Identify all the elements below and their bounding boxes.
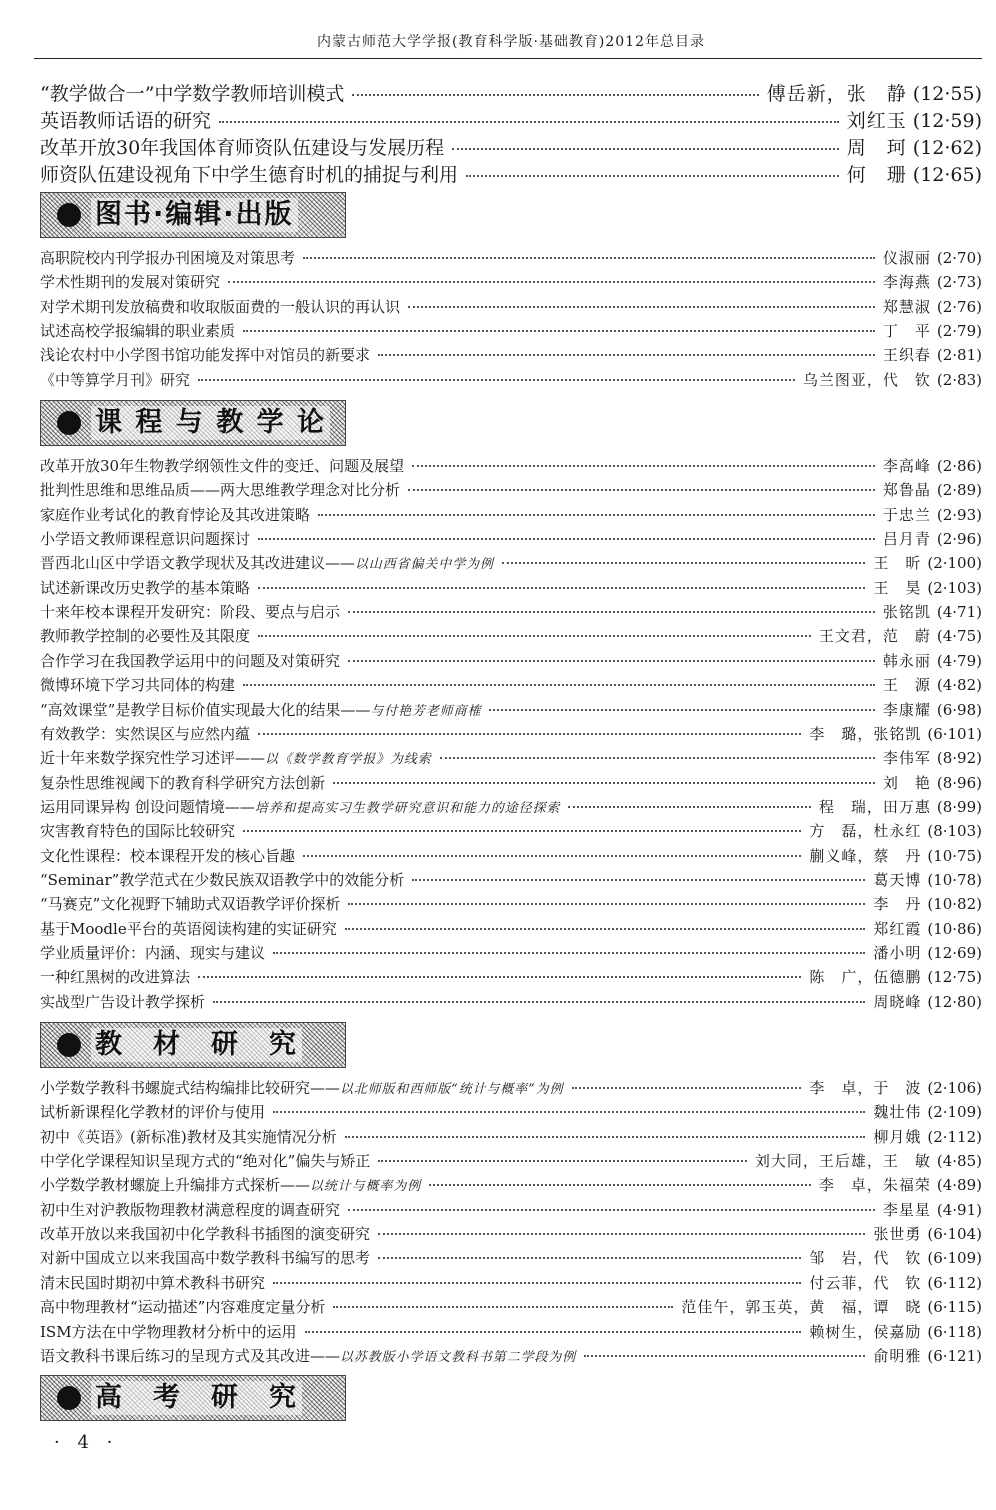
- toc-entry: [40, 1100, 982, 1124]
- entry-title: [40, 1173, 421, 1197]
- dot-leader: [452, 148, 839, 150]
- entry-issue-page: (2·109): [927, 1103, 982, 1121]
- entry-title-main: 文化性课程：校本课程开发的核心旨趣: [40, 847, 296, 865]
- bullet-dot-icon: [57, 1386, 81, 1410]
- section-heading-banner: [40, 1375, 346, 1421]
- dot-leader: [258, 538, 875, 540]
- entry-title-main: 对学术期刊发放稿费和收取版面费的一般认识的再认识: [40, 298, 401, 316]
- entry-author: 李 卓，朱福荣: [818, 1176, 931, 1194]
- dot-leader: [378, 354, 875, 356]
- entry-title-main: 家庭作业考试化的教育悖论及其改进策略: [40, 506, 311, 524]
- entry-issue-page: (12·69): [927, 944, 982, 962]
- entry-title-subtitle: 以苏教版小学语文教科书第二学段为例: [340, 1350, 577, 1365]
- entry-title-main: “教学做合一”中学数学教师培训模式: [40, 83, 345, 105]
- dot-leader: [318, 514, 875, 516]
- entry-author: 王 昕: [873, 554, 922, 572]
- entry-title-main: 改革开放30年我国体育师资队伍建设与发展历程: [40, 137, 445, 159]
- dot-leader: [502, 562, 865, 564]
- entry-title: [40, 600, 340, 624]
- bullet-dot-icon: [57, 1033, 81, 1057]
- dot-leader: [568, 806, 811, 808]
- entry-title: [40, 819, 235, 843]
- dot-leader: [273, 952, 865, 954]
- entry-title: [40, 624, 250, 648]
- entry-title: [40, 746, 432, 770]
- entry-title: [40, 990, 205, 1014]
- toc-entry: [40, 134, 982, 162]
- entry-title: [40, 1320, 297, 1344]
- entry-author: 丁 平: [882, 322, 931, 340]
- entry-issue-page: (10·86): [927, 920, 982, 938]
- entry-author: 李星星: [882, 1201, 931, 1219]
- entry-title-main: 合作学习在我国教学运用中的问题及对策研究: [40, 652, 341, 670]
- entry-title-subtitle: 与付艳芳老师商榷: [370, 704, 482, 719]
- dot-leader: [303, 855, 801, 857]
- dot-leader: [243, 330, 875, 332]
- entry-title: [40, 107, 211, 135]
- entry-title-main: 小学数学教科书螺旋式结构编排比较研究——: [40, 1079, 341, 1097]
- entry-author: 李海燕: [882, 273, 931, 291]
- entry-title-main: 初中生对沪教版物理教材满意程度的调查研究: [40, 1201, 341, 1219]
- toc-entry: [40, 771, 982, 795]
- entry-author: 王文君，范 蔚: [818, 627, 931, 645]
- entry-title-main: 批判性思维和思维品质——两大思维教学理念对比分析: [40, 481, 401, 499]
- entry-author: 柳月娥: [873, 1128, 922, 1146]
- entry-title-subtitle: 以北师版和西师版“统计与概率”为例: [340, 1082, 564, 1097]
- entry-issue-page: (2·81): [936, 346, 982, 364]
- entry-issue-page: (2·100): [927, 554, 982, 572]
- entry-title: [40, 1344, 576, 1368]
- entry-title: [40, 295, 400, 319]
- entry-author: 李高峰: [882, 457, 931, 475]
- toc-entry: [40, 319, 982, 343]
- entry-title: [40, 917, 337, 941]
- entry-author: 周 珂: [846, 137, 907, 159]
- entry-issue-page: (6·98): [936, 701, 982, 719]
- entry-issue-page: (2·106): [927, 1079, 982, 1097]
- toc-entry: [40, 478, 982, 502]
- entry-author: 程 瑞，田万惠: [818, 798, 931, 816]
- entry-title-main: 灾害教育特色的国际比较研究: [40, 822, 236, 840]
- toc-entry: [40, 1222, 982, 1246]
- section-heading-banner: [40, 1022, 346, 1068]
- entry-author: 邹 岩，代 钦: [809, 1249, 922, 1267]
- entry-author: 刘大同，王后雄，王 敏: [754, 1152, 931, 1170]
- entry-title: [40, 343, 370, 367]
- entry-title-main: “高效课堂”是教学目标价值实现最大化的结果——: [40, 701, 371, 719]
- entry-title-main: 语文教科书课后练习的呈现方式及其改进——: [40, 1347, 341, 1365]
- entry-title-main: 高职院校内刊学报办刊困境及对策思考: [40, 249, 296, 267]
- toc-entry: [40, 1344, 982, 1368]
- entry-title: [40, 270, 220, 294]
- entry-issue-page: (12·65): [912, 164, 982, 186]
- dot-leader: [466, 175, 839, 177]
- toc-entry: [40, 368, 982, 392]
- toc-entry: [40, 246, 982, 270]
- entry-issue-page: (6·121): [927, 1347, 982, 1365]
- dot-leader: [348, 903, 865, 905]
- entry-issue-page: (2·83): [936, 371, 982, 389]
- dot-leader: [408, 306, 875, 308]
- entry-author: 何 珊: [846, 164, 907, 186]
- entry-author: 李 璐，张铭凯: [809, 725, 922, 743]
- section-heading: 课 程 与 教 学 论: [91, 406, 330, 440]
- toc-entry: [40, 600, 982, 624]
- entry-title-main: 小学数学教材螺旋上升编排方式探析——: [40, 1176, 311, 1194]
- entry-author: 刘 艳: [882, 774, 931, 792]
- entry-issue-page: (6·112): [927, 1274, 982, 1292]
- entry-title: [40, 1149, 370, 1173]
- entry-title-main: 微博环境下学习共同体的构建: [40, 676, 236, 694]
- entry-issue-page: (2·112): [927, 1128, 982, 1146]
- toc-entry: [40, 990, 982, 1014]
- page-header: 内蒙古师范大学学报(教育科学版·基础教育)2012年总目录: [316, 34, 705, 50]
- toc-entry: [40, 746, 982, 770]
- dot-leader: [219, 121, 839, 123]
- dot-leader: [303, 257, 875, 259]
- entry-author: 仪淑丽: [882, 249, 931, 267]
- toc-entry: [40, 1173, 982, 1197]
- entry-issue-page: (12·75): [927, 968, 982, 986]
- dot-leader: [348, 1209, 875, 1211]
- entry-title: [40, 868, 404, 892]
- section-heading: 图书·编辑·出版: [91, 198, 298, 232]
- entry-issue-page: (2·89): [936, 481, 982, 499]
- entry-issue-page: (8·99): [936, 798, 982, 816]
- entry-title-main: 中学化学课程知识呈现方式的“绝对化”偏失与矫正: [40, 1152, 371, 1170]
- dot-leader: [378, 1160, 747, 1162]
- entry-author: 王 源: [882, 676, 931, 694]
- entry-title-main: 高中物理教材“运动描述”内容难度定量分析: [40, 1298, 326, 1316]
- entry-issue-page: (8·92): [936, 749, 982, 767]
- dot-leader: [378, 1257, 801, 1259]
- toc-entry: [40, 1125, 982, 1149]
- dot-leader: [345, 1136, 866, 1138]
- entry-author: 吕月青: [882, 530, 931, 548]
- entry-issue-page: (2·79): [936, 322, 982, 340]
- entry-title: [40, 941, 265, 965]
- entry-title-main: ISM方法在中学物理教材分析中的运用: [40, 1323, 297, 1341]
- entry-title-main: 清末民国时期初中算术教科书研究: [40, 1274, 266, 1292]
- entry-issue-page: (8·103): [927, 822, 982, 840]
- entry-author: 李伟军: [882, 749, 931, 767]
- dot-leader: [228, 281, 875, 283]
- entry-title: [40, 478, 400, 502]
- entry-author: 李 丹: [873, 895, 922, 913]
- entry-author: 蒯义峰，蔡 丹: [809, 847, 922, 865]
- entry-issue-page: (4·79): [936, 652, 982, 670]
- section-heading: 高 考 研 究: [91, 1381, 302, 1415]
- toc-entry: [40, 892, 982, 916]
- dot-leader: [333, 782, 875, 784]
- entry-issue-page: (2·70): [936, 249, 982, 267]
- entry-title: [40, 771, 325, 795]
- entry-issue-page: (10·75): [927, 847, 982, 865]
- toc-entry: [40, 649, 982, 673]
- toc-entry: [40, 551, 982, 575]
- entry-author: 于忠兰: [882, 506, 931, 524]
- page-number: · 4 ·: [54, 1432, 119, 1453]
- dot-leader: [258, 733, 801, 735]
- entry-author: 乌兰图亚，代 钦: [802, 371, 931, 389]
- entry-author: 张世勇: [873, 1225, 922, 1243]
- toc-entry: [40, 270, 982, 294]
- entry-title-main: 改革开放30年生物教学纲领性文件的变迁、问题及展望: [40, 457, 405, 475]
- toc-entry: [40, 454, 982, 478]
- toc-entry: [40, 917, 982, 941]
- entry-title-main: 运用同课异构 创设问题情境——: [40, 798, 255, 816]
- toc-entry: [40, 1198, 982, 1222]
- entry-title: [40, 844, 295, 868]
- entry-title: [40, 246, 295, 270]
- entry-issue-page: (6·104): [927, 1225, 982, 1243]
- dot-leader: [412, 879, 865, 881]
- toc-entry: [40, 819, 982, 843]
- toc-entry: [40, 80, 982, 108]
- entry-issue-page: (12·59): [912, 110, 982, 132]
- toc-entry: [40, 576, 982, 600]
- dot-leader: [408, 489, 875, 491]
- entry-issue-page: (2·93): [936, 506, 982, 524]
- entry-title-main: 浅论农村中小学图书馆功能发挥中对馆员的新要求: [40, 346, 371, 364]
- entry-title-main: 基于Moodle平台的英语阅读构建的实证研究: [40, 920, 337, 938]
- toc-entry: [40, 844, 982, 868]
- entry-title: [40, 1198, 340, 1222]
- entry-title: [40, 1125, 337, 1149]
- entry-title: [40, 503, 310, 527]
- dot-leader: [352, 94, 758, 96]
- entry-issue-page: (6·101): [927, 725, 982, 743]
- toc-entry: [40, 1320, 982, 1344]
- section-heading: 教 材 研 究: [91, 1028, 302, 1062]
- entry-title-main: 晋西北山区中学语文教学现状及其改进建议——: [40, 554, 356, 572]
- entry-author: 潘小明: [873, 944, 922, 962]
- entry-title: [40, 649, 340, 673]
- entry-issue-page: (12·80): [927, 993, 982, 1011]
- entry-author: 郑红霞: [873, 920, 922, 938]
- dot-leader: [198, 976, 801, 978]
- entry-author: 付云菲，代 钦: [809, 1274, 922, 1292]
- toc-entry: [40, 1149, 982, 1173]
- toc-entry: [40, 1295, 982, 1319]
- entry-author: 赖树生，侯嘉励: [809, 1323, 922, 1341]
- entry-issue-page: (8·96): [936, 774, 982, 792]
- toc-entry: [40, 295, 982, 319]
- dot-leader: [273, 1282, 801, 1284]
- entry-issue-page: (6·109): [927, 1249, 982, 1267]
- entry-title-main: 学术性期刊的发展对策研究: [40, 273, 221, 291]
- section-heading-banner: [40, 400, 346, 446]
- toc-entry: [40, 107, 982, 135]
- dot-leader: [584, 1355, 865, 1357]
- entry-issue-page: (6·118): [927, 1323, 982, 1341]
- entry-title: [40, 551, 494, 575]
- dot-leader: [489, 709, 874, 711]
- entry-title: [40, 795, 560, 819]
- entry-author: 王 昊: [873, 579, 922, 597]
- toc-entry: [40, 673, 982, 697]
- entry-issue-page: (2·96): [936, 530, 982, 548]
- entry-title-subtitle: 培养和提高实习生教学研究意识和能力的途径探索: [254, 801, 561, 816]
- entry-title-main: 近十年来数学探究性学习述评——: [40, 749, 266, 767]
- dot-leader: [412, 465, 875, 467]
- dot-leader: [258, 587, 865, 589]
- entry-title: [40, 1222, 370, 1246]
- entry-title: [40, 454, 404, 478]
- toc-entry: [40, 343, 982, 367]
- toc-entry: [40, 722, 982, 746]
- bullet-dot-icon: [57, 411, 81, 435]
- entry-title: [40, 576, 250, 600]
- entry-author: 傅岳新，张 静: [766, 83, 907, 105]
- entry-title-subtitle: 以《数学教育学报》为线索: [265, 752, 432, 767]
- dot-leader: [258, 635, 811, 637]
- entry-title-main: “马赛克”文化视野下辅助式双语教学评价探析: [40, 895, 341, 913]
- entry-title-main: 师资队伍建设视角下中学生德育时机的捕捉与利用: [40, 164, 459, 186]
- entry-issue-page: (2·73): [936, 273, 982, 291]
- entry-title-main: 试述新课改历史教学的基本策略: [40, 579, 251, 597]
- toc-entry: [40, 624, 982, 648]
- entry-issue-page: (2·103): [927, 579, 982, 597]
- entry-issue-page: (10·78): [927, 871, 982, 889]
- entry-title: [40, 722, 250, 746]
- toc-entry: [40, 868, 982, 892]
- entry-issue-page: (4·89): [936, 1176, 982, 1194]
- entry-issue-page: (4·91): [936, 1201, 982, 1219]
- entry-issue-page: (4·75): [936, 627, 982, 645]
- entry-issue-page: (12·62): [912, 137, 982, 159]
- entry-title-main: 《中等算学月刊》研究: [40, 371, 191, 389]
- entry-title-main: 初中《英语》(新标准)教材及其实施情况分析: [40, 1128, 337, 1146]
- entry-issue-page: (2·86): [936, 457, 982, 475]
- entry-author: 范佳午，郭玉英，黄 福，谭 晓: [681, 1298, 922, 1316]
- entry-title-main: 教师教学控制的必要性及其限度: [40, 627, 251, 645]
- entry-author: 周晓峰: [873, 993, 922, 1011]
- entry-title-main: 十来年校本课程开发研究：阶段、要点与启示: [40, 603, 341, 621]
- entry-title-main: 复杂性思维视阈下的教育科学研究方法创新: [40, 774, 326, 792]
- entry-author: 郑慧淑: [882, 298, 931, 316]
- entry-author: 李 卓，于 波: [809, 1079, 922, 1097]
- entry-author: 魏壮伟: [873, 1103, 922, 1121]
- entry-title-main: 改革开放以来我国初中化学教科书插图的演变研究: [40, 1225, 371, 1243]
- toc-entry: [40, 527, 982, 551]
- entry-title: [40, 80, 344, 108]
- entry-title: [40, 1100, 265, 1124]
- entry-title: [40, 319, 235, 343]
- dot-leader: [333, 1306, 673, 1308]
- dot-leader: [348, 611, 875, 613]
- entry-author: 张铭凯: [882, 603, 931, 621]
- toc-entry: [40, 161, 982, 189]
- entry-issue-page: (4·82): [936, 676, 982, 694]
- dot-leader: [198, 379, 795, 381]
- entry-issue-page: (2·76): [936, 298, 982, 316]
- entry-title: [40, 134, 444, 162]
- dot-leader: [305, 1331, 802, 1333]
- entry-author: 刘红玉: [846, 110, 907, 132]
- toc-entry: [40, 503, 982, 527]
- toc-entry: [40, 698, 982, 722]
- entry-issue-page: (4·71): [936, 603, 982, 621]
- entry-author: 葛天博: [873, 871, 922, 889]
- entry-title: [40, 527, 250, 551]
- entry-title-main: 一种红黑树的改进算法: [40, 968, 191, 986]
- toc-entry: [40, 941, 982, 965]
- entry-author: 俞明雅: [873, 1347, 922, 1365]
- entry-title-main: 实战型广告设计教学探析: [40, 993, 206, 1011]
- entry-title-main: 有效教学：实然误区与应然内蕴: [40, 725, 251, 743]
- dot-leader: [243, 830, 801, 832]
- entry-title: [40, 698, 481, 722]
- entry-title: [40, 892, 340, 916]
- toc-entry: [40, 795, 982, 819]
- toc-entry: [40, 965, 982, 989]
- entry-title: [40, 965, 190, 989]
- entry-title-main: “Seminar”教学范式在少数民族双语教学中的效能分析: [40, 871, 405, 889]
- dot-leader: [243, 684, 875, 686]
- entry-issue-page: (4·85): [936, 1152, 982, 1170]
- entry-title-main: 试述高校学报编辑的职业素质: [40, 322, 236, 340]
- entry-title-main: 试析新课程化学教材的评价与使用: [40, 1103, 266, 1121]
- dot-leader: [429, 1184, 811, 1186]
- entry-title: [40, 1271, 265, 1295]
- entry-title-subtitle: 以山西省偏关中学为例: [355, 557, 494, 572]
- dot-leader: [213, 1001, 865, 1003]
- entry-title: [40, 161, 458, 189]
- dot-leader: [572, 1087, 802, 1089]
- bullet-dot-icon: [57, 203, 81, 227]
- toc-entry: [40, 1271, 982, 1295]
- dot-leader: [440, 757, 875, 759]
- entry-title-main: 对新中国成立以来我国高中数学教科书编写的思考: [40, 1249, 371, 1267]
- entry-issue-page: (12·55): [912, 83, 982, 105]
- entry-author: 陈 广，伍德鹏: [809, 968, 922, 986]
- entry-title-subtitle: 以统计与概率为例: [310, 1179, 422, 1194]
- entry-author: 王织春: [882, 346, 931, 364]
- dot-leader: [273, 1111, 865, 1113]
- dot-leader: [345, 928, 866, 930]
- toc-entry: [40, 1246, 982, 1270]
- entry-title: [40, 1295, 325, 1319]
- toc-entry: [40, 1076, 982, 1100]
- entry-title: [40, 368, 190, 392]
- entry-author: 韩永丽: [882, 652, 931, 670]
- dot-leader: [378, 1233, 865, 1235]
- entry-author: 李康耀: [882, 701, 931, 719]
- entry-issue-page: (6·115): [927, 1298, 982, 1316]
- entry-title: [40, 1246, 370, 1270]
- entry-title-main: 学业质量评价：内涵、现实与建议: [40, 944, 266, 962]
- entry-issue-page: (10·82): [927, 895, 982, 913]
- entry-title: [40, 1076, 564, 1100]
- entry-author: 郑鲁晶: [882, 481, 931, 499]
- entry-title-main: 小学语文教师课程意识问题探讨: [40, 530, 251, 548]
- entry-author: 方 磊，杜永红: [809, 822, 922, 840]
- entry-title: [40, 673, 235, 697]
- section-heading-banner: [40, 192, 346, 238]
- entry-title-main: 英语教师话语的研究: [40, 110, 212, 132]
- dot-leader: [348, 660, 875, 662]
